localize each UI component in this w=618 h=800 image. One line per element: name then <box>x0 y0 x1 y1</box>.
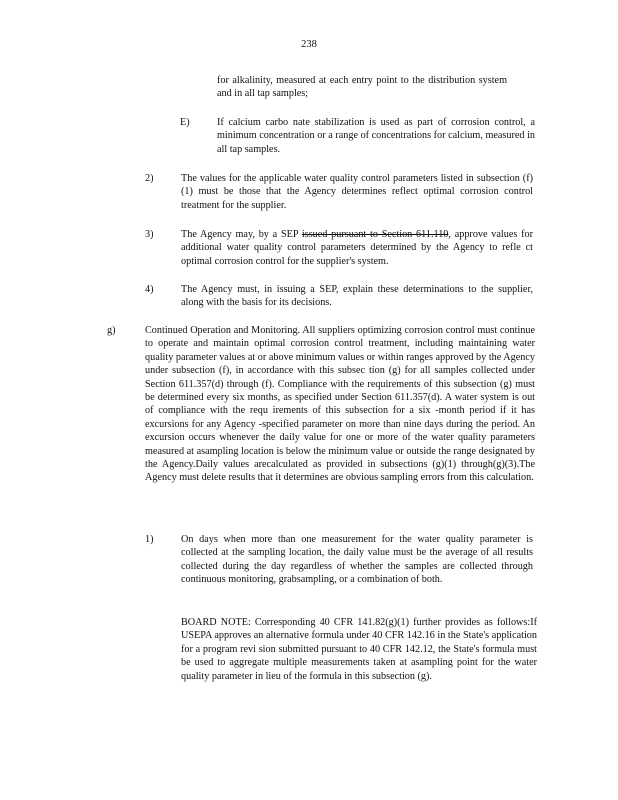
item-2-text: The values for the applicable water quality control parameters listed in subsection (f)(1) must be those that the Agency determines reflect optimal corrosion control treatment for the supplier. <box>181 173 533 211</box>
item-g1-label: 1) <box>145 534 154 545</box>
item-3-text-end: , approve values for additional water quality control parameters determined by the Agency to refle ct optimal corrosion control for the supplier's system. <box>181 229 533 267</box>
item-3-label: 3) <box>145 229 154 240</box>
item-g1-text: On days when more than one measurement for the water quality parameter is collected at the sampling location, the daily value must be the average of all results collected during the day regardless of whether the samples are collected through continuous monitoring, grabsampling, or a combination of both. <box>181 534 533 586</box>
item-e-label: E) <box>180 117 190 128</box>
item-3-text-start: The Agency may, by a SEP <box>181 229 302 240</box>
item-2-label: 2) <box>145 173 154 184</box>
item-4-text: The Agency must, in issuing a SEP, explain these determinations to the supplier, along with the basis for its decisions. <box>181 284 533 309</box>
item-4-label: 4) <box>145 284 154 295</box>
item-e-text: If calcium carbo nate stabilization is used as part of corrosion control, a minimum concentration or a range of concentrations for calcium, measured in all tap samples. <box>217 117 535 155</box>
item-g-text: Continued Operation and Monitoring. All suppliers optimizing corrosion control must continue to operate and maintain optimal corrosion control treatment, including maintaining water quality parameter values at or above minimum values or within ranges approved by the Agency under subsection (f), in accordance with this subsec tion (g) for all samples collected under Section 611.357(d) through (f). Compliance with the requirements of this subsection (g) must be determined every six months, as specified under Section 611.357(d). A water system is out of compliance with the requ irements of this subsection for a six -month period if it has excursions for any Agency -specified parameter on more than nine days during the period. An excursion occurs whenever the daily value for one or more of the water quality parameters measured at asampling location is below the minimum value or outside the range designated by the Agency.Daily values arecalculated as provided in subsections (g)(1) through(g)(3).The Agency must delete results that it determines are obvious sampling errors from this calculation. <box>145 325 535 484</box>
item-g-label: g) <box>107 325 116 336</box>
item-d-continuation: for alkalinity, measured at each entry point to the distribution system and in all tap samples; <box>217 75 507 100</box>
board-note: BOARD NOTE: Corresponding 40 CFR 141.82(g)(1) further provides as follows:If USEPA approves an alternative formula under 40 CFR 142.16 in the State's application for a program revi sion submitted pursuant to 40 CFR 142.12, the State's formula must be used to aggregate multiple measurements taken at asampling point for the water quality parameter in lieu of the formula in this subsection (g). <box>181 617 537 682</box>
struck-text: issued pursuant to Section 611.110 <box>301 229 449 240</box>
item-3-text <box>181 228 533 268</box>
page-number: 238 <box>301 39 317 50</box>
